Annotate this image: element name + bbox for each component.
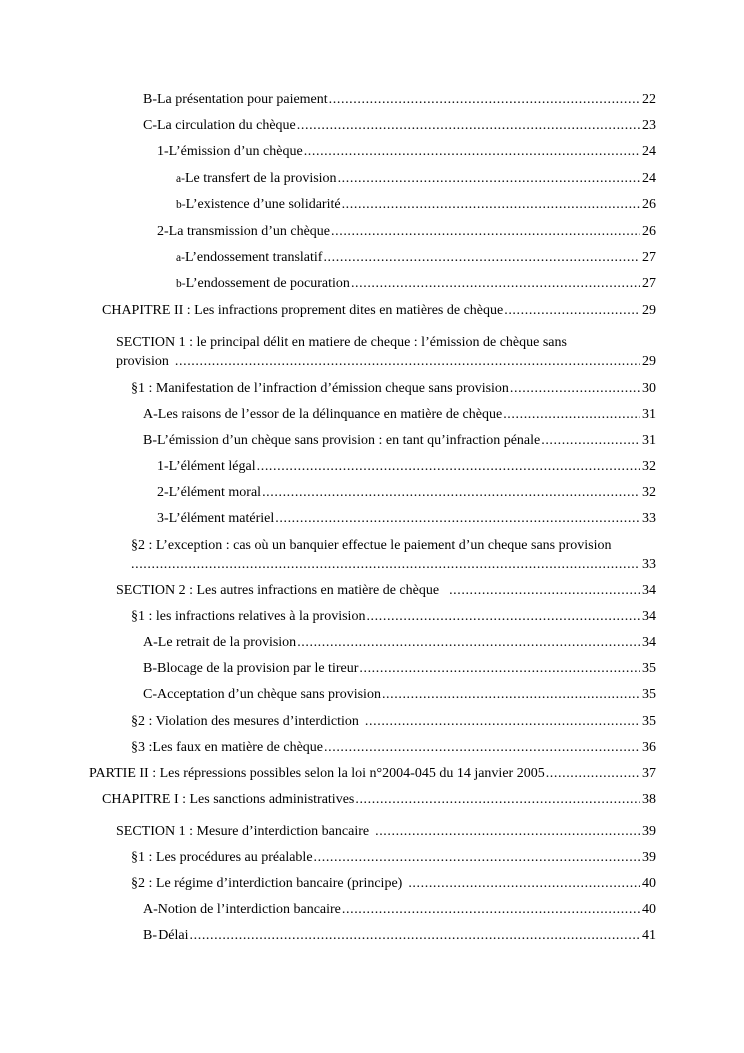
toc-entry-text: L’existence d’une solidarité xyxy=(185,197,341,212)
toc-leader-dots xyxy=(324,738,640,758)
toc-entry-label: b- xyxy=(176,199,186,211)
toc-entry-text: §1 : Manifestation de l’infraction d’émission cheque sans provision xyxy=(131,381,509,396)
toc-entry-label: A- xyxy=(143,902,158,917)
toc-entry xyxy=(176,169,656,189)
toc-page-number: 23 xyxy=(642,118,656,133)
toc-page-number: 39 xyxy=(642,824,656,839)
toc-entry-text: La présentation pour paiement xyxy=(157,92,328,107)
toc-entry xyxy=(157,483,656,503)
toc-leader-dots xyxy=(257,457,640,477)
toc-entry xyxy=(143,900,656,920)
toc-entry-text: CHAPITRE I : Les sanctions administratives xyxy=(102,792,355,807)
toc-leader-dots xyxy=(297,633,640,653)
toc-entry xyxy=(143,431,656,451)
toc-leader-dots xyxy=(331,222,640,242)
toc-entry-label: a- xyxy=(176,173,185,185)
toc-entry-part xyxy=(89,764,656,784)
toc-entry xyxy=(176,248,656,268)
toc-entry-text: L’élément légal xyxy=(168,459,256,474)
toc-entry-paragraph xyxy=(131,712,656,732)
toc-page-number: 31 xyxy=(642,407,656,422)
toc-page-number: 37 xyxy=(642,766,656,781)
toc-entry-text: La transmission d’un chèque xyxy=(168,224,331,239)
toc-entry-label: 3- xyxy=(157,511,169,526)
toc-leader-dots xyxy=(275,509,640,529)
toc-entry-text: La circulation du chèque xyxy=(157,118,296,133)
toc-entry-text: L’endossement translatif xyxy=(184,250,323,265)
toc-entry xyxy=(176,195,656,215)
toc-entry xyxy=(157,222,656,242)
toc-entry-label: 2- xyxy=(157,485,169,500)
toc-entry xyxy=(143,405,656,425)
toc-leader-dots xyxy=(355,790,640,810)
toc-leader-dots xyxy=(323,248,640,268)
toc-entry-paragraph xyxy=(131,555,656,575)
toc-entry-paragraph-line1: §2 : L’exception : cas où un banquier effectue le paiement d’un cheque sans provision xyxy=(131,538,612,553)
toc-leader-dots xyxy=(366,607,640,627)
toc-entry-paragraph xyxy=(131,874,656,894)
toc-page-number: 34 xyxy=(642,635,656,650)
toc-entry-label: C- xyxy=(143,118,157,133)
toc-page-number: 32 xyxy=(642,459,656,474)
toc-page-number: 24 xyxy=(642,171,656,186)
toc-page-number: 34 xyxy=(642,583,656,598)
toc-entry-label: b- xyxy=(176,278,186,290)
toc-entry-text: Notion de l’interdiction bancaire xyxy=(157,902,341,917)
toc-page-number: 41 xyxy=(642,928,656,943)
toc-leader-dots xyxy=(382,685,640,705)
toc-entry xyxy=(143,685,656,705)
toc-page-number: 29 xyxy=(642,303,656,318)
toc-leader-dots xyxy=(175,352,640,372)
toc-entry-text: SECTION 1 : Mesure d’interdiction bancaire xyxy=(116,824,370,839)
toc-entry-section xyxy=(116,581,656,601)
toc-entry-label: B- xyxy=(143,433,157,448)
toc-leader-dots xyxy=(449,581,640,601)
toc-entry-text: CHAPITRE II : Les infractions proprement dites en matières de chèque xyxy=(102,303,504,318)
toc-leader-dots xyxy=(365,712,640,732)
toc-entry-text: Le transfert de la provision xyxy=(184,171,337,186)
toc-page-number: 29 xyxy=(642,354,656,369)
toc-entry xyxy=(157,457,656,477)
toc-page-number: 27 xyxy=(642,250,656,265)
toc-leader-dots xyxy=(408,874,640,894)
toc-leader-dots xyxy=(338,169,640,189)
toc-entry-text: Les raisons de l’essor de la délinquance en matière de chèque xyxy=(157,407,503,422)
toc-entry-section xyxy=(116,822,656,842)
toc-entry-text: Le retrait de la provision xyxy=(157,635,297,650)
toc-entry-text: L’émission d’un chèque xyxy=(168,144,303,159)
toc-leader-dots xyxy=(190,926,640,946)
toc-entry xyxy=(157,509,656,529)
toc-entry-text: L’endossement de pocuration xyxy=(185,276,350,291)
toc-entry-chapter xyxy=(102,790,656,810)
toc-leader-dots xyxy=(314,848,640,868)
toc-page-number: 35 xyxy=(642,687,656,702)
toc-entry-text: L’émission d’un chèque sans provision : en tant qu’infraction pénale xyxy=(157,433,541,448)
toc-leader-dots xyxy=(546,764,640,784)
toc-entry-text: §1 : les infractions relatives à la provision xyxy=(131,609,366,624)
toc-entry-label: B- xyxy=(143,928,157,943)
toc-leader-dots xyxy=(262,483,640,503)
toc-entry-label: B- xyxy=(143,661,157,676)
toc-page-number: 26 xyxy=(642,197,656,212)
toc-entry xyxy=(143,659,656,679)
toc-leader-dots xyxy=(504,301,640,321)
toc-leader-dots xyxy=(131,555,640,575)
toc-page-number: 31 xyxy=(642,433,656,448)
toc-entry xyxy=(143,926,656,946)
toc-page-number: 27 xyxy=(642,276,656,291)
toc-page-number: 40 xyxy=(642,902,656,917)
toc-leader-dots xyxy=(304,142,640,162)
toc-entry-text: SECTION 2 : Les autres infractions en matière de chèque xyxy=(116,583,440,598)
toc-entry-label: 2- xyxy=(157,224,169,239)
toc-leader-dots xyxy=(342,900,640,920)
toc-leader-dots xyxy=(329,90,640,110)
toc-entry-label: C- xyxy=(143,687,157,702)
toc-entry-section-line1: SECTION 1 : le principal délit en matiere de cheque : l’émission de chèque sans xyxy=(116,335,567,350)
toc-entry-label: A- xyxy=(143,407,158,422)
toc-entry-label: a- xyxy=(176,252,185,264)
toc-leader-dots xyxy=(359,659,640,679)
toc-entry-text: provision xyxy=(116,354,169,369)
toc-page-number: 39 xyxy=(642,850,656,865)
toc-entry-text: §1 : Les procédures au préalable xyxy=(131,850,313,865)
toc-leader-dots xyxy=(351,274,640,294)
toc-entry-text: Acceptation d’un chèque sans provision xyxy=(157,687,381,702)
toc-entry xyxy=(157,142,656,162)
toc-leader-dots xyxy=(541,431,640,451)
toc-entry-paragraph xyxy=(131,738,656,758)
toc-leader-dots xyxy=(375,822,640,842)
toc-page-number: 33 xyxy=(642,557,656,572)
toc-entry-text: §2 : Le régime d’interdiction bancaire (principe) xyxy=(131,876,403,891)
toc-entry-text: Délai xyxy=(158,928,189,943)
toc-page-number: 22 xyxy=(642,92,656,107)
toc-page-number: 35 xyxy=(642,714,656,729)
toc-page-number: 30 xyxy=(642,381,656,396)
toc-leader-dots xyxy=(297,116,640,136)
toc-page-number: 40 xyxy=(642,876,656,891)
toc-page-number: 32 xyxy=(642,485,656,500)
toc-entry-text: §3 :Les faux en matière de chèque xyxy=(131,740,324,755)
toc-entry-paragraph xyxy=(131,848,656,868)
toc-page-number: 35 xyxy=(642,661,656,676)
toc-page-number: 26 xyxy=(642,224,656,239)
toc-entry-text: Blocage de la provision par le tireur xyxy=(157,661,359,676)
toc-entry-label: 1- xyxy=(157,144,169,159)
toc-entry-section xyxy=(116,352,656,372)
toc-entry-label: 1- xyxy=(157,459,169,474)
toc-entry-text: PARTIE II : Les répressions possibles selon la loi n°2004-045 du 14 janvier 2005 xyxy=(89,766,545,781)
toc-page-number: 38 xyxy=(642,792,656,807)
toc-entry-chapter xyxy=(102,301,656,321)
toc-entry xyxy=(143,116,656,136)
toc-entry xyxy=(143,90,656,110)
toc-entry-text: §2 : Violation des mesures d’interdiction xyxy=(131,714,359,729)
toc-page-number: 34 xyxy=(642,609,656,624)
toc-page-number: 24 xyxy=(642,144,656,159)
toc-entry-text: L’élément moral xyxy=(168,485,262,500)
toc-entry-paragraph xyxy=(131,379,656,399)
toc-entry-text: L’élément matériel xyxy=(168,511,275,526)
toc-leader-dots xyxy=(342,195,640,215)
toc-entry-paragraph xyxy=(131,607,656,627)
toc-entry xyxy=(176,274,656,294)
toc-page-number: 36 xyxy=(642,740,656,755)
toc-leader-dots xyxy=(503,405,640,425)
toc-entry-label: A- xyxy=(143,635,158,650)
toc-leader-dots xyxy=(510,379,640,399)
toc-entry-label: B- xyxy=(143,92,157,107)
toc-entry xyxy=(143,633,656,653)
toc-page-number: 33 xyxy=(642,511,656,526)
